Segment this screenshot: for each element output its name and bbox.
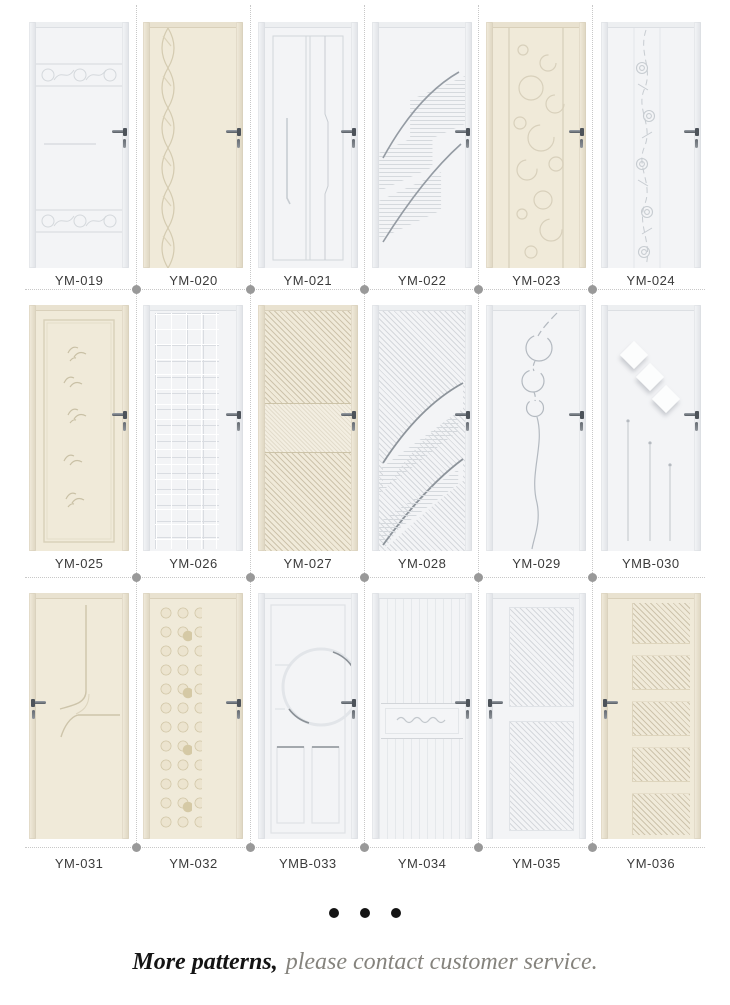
- column-divider: [592, 5, 593, 847]
- vine-pattern: [608, 28, 694, 268]
- door-handle-icon: [454, 126, 471, 150]
- door-model-label: YM-022: [397, 273, 447, 288]
- slat-band: [632, 735, 690, 748]
- door-card-ym-034[interactable]: [365, 577, 479, 880]
- door-graphic: [372, 22, 472, 268]
- door-handle-icon: [568, 409, 585, 433]
- door-graphic: [29, 593, 129, 839]
- door-handle-icon: [568, 126, 585, 150]
- door-leaf: [36, 311, 122, 551]
- door-graphic: [143, 305, 243, 551]
- door-frame-left: [372, 22, 379, 268]
- groove-pattern: [265, 28, 351, 268]
- grid-node-dot: [132, 573, 141, 582]
- door-graphic: [29, 22, 129, 268]
- door-frame-left: [372, 305, 379, 551]
- door-frame-left: [143, 593, 150, 839]
- door-model-label: YM-034: [397, 856, 447, 871]
- grid-node-dot: [132, 285, 141, 294]
- slat-band: [632, 643, 690, 656]
- door-leaf: [493, 599, 579, 839]
- door-handle-icon: [340, 409, 357, 433]
- door-handle-icon: [602, 697, 619, 721]
- door-leaf: [150, 599, 236, 839]
- door-card-ymb-030[interactable]: [594, 289, 708, 577]
- door-model-label: YM-019: [54, 273, 104, 288]
- door-card-ym-028[interactable]: [365, 289, 479, 577]
- door-frame-right: [579, 593, 586, 839]
- door-model-label: YM-035: [512, 856, 561, 871]
- door-card-ym-035[interactable]: [479, 577, 593, 880]
- door-frame-left: [143, 305, 150, 551]
- door-model-label: YM-025: [54, 556, 104, 571]
- door-handle-icon: [340, 697, 357, 721]
- branch-line-pattern: [36, 599, 122, 839]
- slat-band: [632, 781, 690, 794]
- door-handle-icon: [487, 697, 504, 721]
- door-handle-icon: [30, 697, 47, 721]
- panel-ornament: [379, 599, 465, 839]
- door-model-label: YM-024: [626, 273, 676, 288]
- slat-band: [632, 689, 690, 702]
- door-leaf: [36, 599, 122, 839]
- door-model-label: YM-026: [169, 556, 218, 571]
- grid-node-dot: [360, 843, 369, 852]
- door-handle-icon: [225, 409, 242, 433]
- door-card-ym-026[interactable]: [136, 289, 250, 577]
- door-handle-icon: [683, 126, 700, 150]
- door-card-ym-021[interactable]: [251, 5, 365, 289]
- grid-node-dot: [246, 285, 255, 294]
- door-frame-right: [694, 593, 701, 839]
- door-leaf: [608, 311, 694, 551]
- door-graphic: [372, 593, 472, 839]
- column-divider: [364, 5, 365, 847]
- door-graphic: [258, 305, 358, 551]
- door-graphic: [143, 593, 243, 839]
- column-divider: [478, 5, 479, 847]
- door-frame-left: [601, 305, 608, 551]
- door-model-label: YM-029: [512, 556, 561, 571]
- hatch-area: [632, 603, 690, 835]
- door-card-ym-036[interactable]: [594, 577, 708, 880]
- door-card-ym-025[interactable]: [22, 289, 136, 577]
- bird-motif-pattern: [36, 311, 122, 551]
- door-graphic: [258, 593, 358, 839]
- door-leaf: [265, 311, 351, 551]
- grid-node-dot: [588, 285, 597, 294]
- grid-node-dot: [246, 573, 255, 582]
- grid-node-dot: [246, 843, 255, 852]
- door-card-ym-022[interactable]: [365, 5, 479, 289]
- door-card-ym-031[interactable]: [22, 577, 136, 880]
- circle-wave-pattern: [493, 311, 579, 551]
- grid-node-dot: [474, 573, 483, 582]
- door-handle-icon: [225, 126, 242, 150]
- stem-lines: [608, 311, 694, 551]
- door-leaf: [379, 311, 465, 551]
- door-card-ym-032[interactable]: [136, 577, 250, 880]
- door-model-label: YM-020: [169, 273, 218, 288]
- door-card-ym-029[interactable]: [479, 289, 593, 577]
- grid-node-dot: [360, 573, 369, 582]
- door-handle-icon: [340, 126, 357, 150]
- door-graphic: [486, 305, 586, 551]
- braid-pattern: [150, 28, 236, 268]
- door-frame-left: [372, 593, 379, 839]
- door-graphic: [601, 22, 701, 268]
- grid-node-dot: [474, 285, 483, 294]
- door-leaf: [150, 28, 236, 268]
- more-patterns-tagline: [0, 945, 730, 979]
- door-model-label: YM-028: [397, 556, 447, 571]
- door-graphic: [486, 22, 586, 268]
- door-card-ym-024[interactable]: [594, 5, 708, 289]
- arc-panel-pattern: [265, 599, 351, 839]
- grid-node-dot: [588, 843, 597, 852]
- door-handle-icon: [111, 126, 128, 150]
- door-model-label: YM-027: [283, 556, 333, 571]
- door-handle-icon: [454, 409, 471, 433]
- pagination-dot: [391, 908, 401, 918]
- door-card-ymb-033[interactable]: [251, 577, 365, 880]
- door-frame-left: [601, 22, 608, 268]
- contact-service-text: please contact customer service.: [285, 949, 598, 975]
- door-graphic: [601, 305, 701, 551]
- door-grid: [22, 5, 708, 880]
- grid-node-dot: [360, 285, 369, 294]
- door-graphic: [601, 593, 701, 839]
- door-model-label: YM-021: [283, 273, 333, 288]
- pagination-dots: [0, 908, 730, 918]
- door-frame-right: [122, 593, 129, 839]
- door-handle-icon: [683, 409, 700, 433]
- door-model-label: YM-023: [512, 273, 561, 288]
- door-graphic: [258, 22, 358, 268]
- door-card-ym-020[interactable]: [136, 5, 250, 289]
- door-leaf: [150, 311, 236, 551]
- door-frame-left: [486, 22, 493, 268]
- more-patterns-label: More patterns,: [132, 949, 278, 975]
- door-handle-icon: [454, 697, 471, 721]
- door-model-label: YMB-030: [621, 556, 680, 571]
- door-model-label: YM-031: [54, 856, 104, 871]
- column-divider: [250, 5, 251, 847]
- door-card-ym-019[interactable]: [22, 5, 136, 289]
- door-frame-left: [29, 22, 36, 268]
- door-leaf: [265, 599, 351, 839]
- door-leaf: [265, 28, 351, 268]
- door-graphic: [143, 22, 243, 268]
- hatch-panel-top: [509, 607, 574, 707]
- door-graphic: [486, 593, 586, 839]
- square-grid-pattern: [155, 313, 219, 549]
- door-leaf: [36, 28, 122, 268]
- hatch-panel-bottom: [509, 721, 574, 831]
- door-leaf: [379, 599, 465, 839]
- pagination-dot: [329, 908, 339, 918]
- door-frame-left: [258, 593, 265, 839]
- door-frame-left: [258, 305, 265, 551]
- grid-node-dot: [132, 843, 141, 852]
- door-handle-icon: [111, 409, 128, 433]
- door-graphic: [29, 305, 129, 551]
- door-model-label: YM-036: [626, 856, 676, 871]
- door-leaf: [493, 28, 579, 268]
- door-frame-left: [258, 22, 265, 268]
- door-frame-left: [29, 305, 36, 551]
- middle-band: [265, 403, 351, 453]
- door-handle-icon: [225, 697, 242, 721]
- door-card-ym-023[interactable]: [479, 5, 593, 289]
- door-leaf: [379, 28, 465, 268]
- bubble-pattern: [493, 28, 579, 268]
- grid-node-dot: [588, 573, 597, 582]
- door-leaf: [493, 311, 579, 551]
- door-graphic: [372, 305, 472, 551]
- scroll-bands-pattern: [36, 28, 122, 268]
- pagination-dot: [360, 908, 370, 918]
- door-leaf: [608, 28, 694, 268]
- door-card-ym-027[interactable]: [251, 289, 365, 577]
- door-model-label: YM-032: [169, 856, 218, 871]
- door-frame-left: [143, 22, 150, 268]
- grid-node-dot: [474, 843, 483, 852]
- door-leaf: [608, 599, 694, 839]
- column-divider: [136, 5, 137, 847]
- dot-columns-pattern: [158, 605, 202, 833]
- door-frame-left: [486, 305, 493, 551]
- door-model-label: YMB-033: [278, 856, 337, 871]
- sweep-arcs: [379, 28, 465, 268]
